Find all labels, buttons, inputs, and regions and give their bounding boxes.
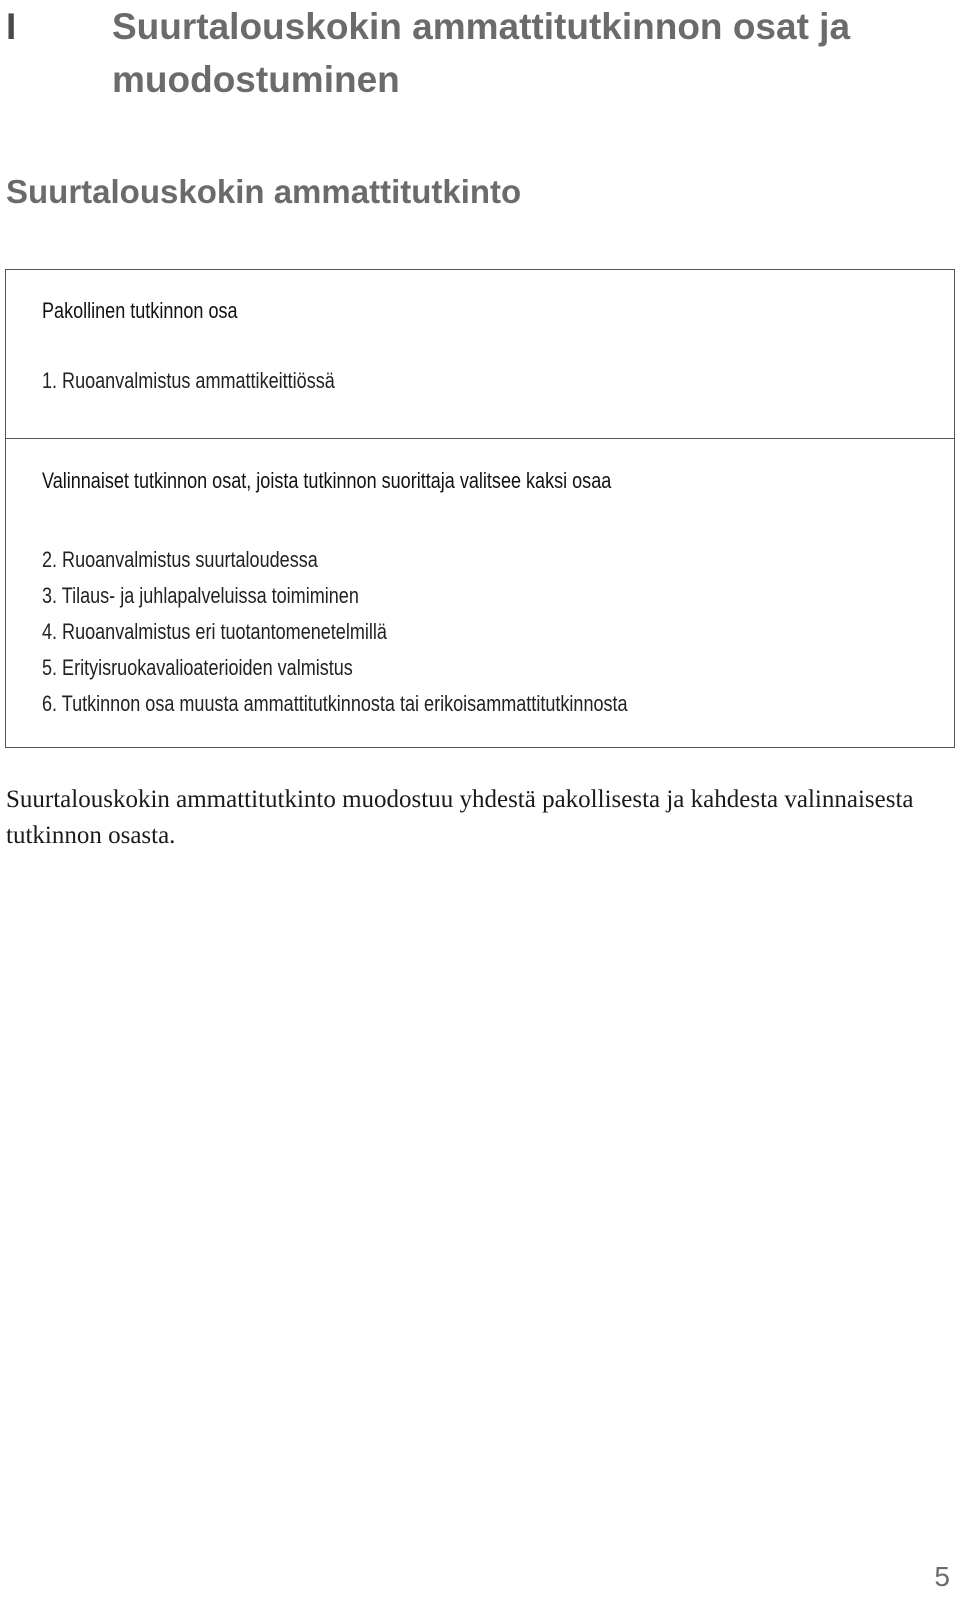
body-paragraph: Suurtalouskokin ammattitutkinto muodostuu yhdestä pakollisesta ja kahdesta valinnaisesta tutkinnon osasta. xyxy=(6,786,914,849)
box-divider xyxy=(6,438,954,439)
page-number: 5 xyxy=(934,1561,950,1592)
degree-structure-box xyxy=(5,269,955,748)
optional-part-item: 4. Ruoanvalmistus eri tuotantomenetelmillä xyxy=(42,619,387,644)
section-title: Suurtalouskokin ammattitutkinto xyxy=(6,173,522,210)
chapter-title: Suurtalouskokin ammattitutkinnon osat ja muodostuminen xyxy=(112,6,851,100)
optional-part-item: 5. Erityisruokavalioaterioiden valmistus xyxy=(42,655,353,680)
optional-part-item: 3. Tilaus- ja juhlapalveluissa toimiminen xyxy=(42,583,359,608)
mandatory-part-heading: Pakollinen tutkinnon osa xyxy=(42,298,238,323)
optional-part-item: 2. Ruoanvalmistus suurtaloudessa xyxy=(42,547,318,572)
optional-parts-list xyxy=(42,542,756,722)
optional-parts-heading: Valinnaiset tutkinnon osat, joista tutkinnon suorittaja valitsee kaksi osaa xyxy=(42,468,612,493)
chapter-number: I xyxy=(6,6,17,47)
mandatory-part-item: 1. Ruoanvalmistus ammattikeittiössä xyxy=(42,368,335,393)
optional-part-item: 6. Tutkinnon osa muusta ammattitutkinnosta tai erikoisammattitutkinnosta xyxy=(42,691,628,716)
